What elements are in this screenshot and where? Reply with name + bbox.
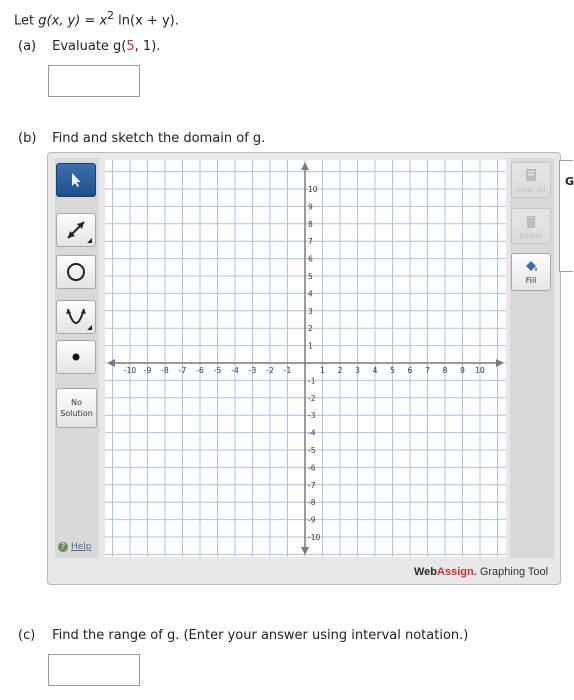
function-expression: g(x, y) = x — [38, 13, 108, 29]
parabola-tool-button[interactable] — [56, 300, 96, 334]
part-c-text: Find the range of g. (Enter your answer using interval notation.) — [52, 628, 469, 643]
y-tick-label: 1 — [308, 341, 313, 351]
y-tick-label: -9 — [308, 515, 316, 525]
parabola-tool-icon — [63, 304, 89, 330]
x-tick-label: -7 — [178, 366, 187, 375]
y-tick-label: 9 — [308, 202, 313, 212]
line-tool-icon — [63, 217, 89, 243]
y-tick-label: 2 — [308, 324, 313, 334]
line-tool-button[interactable] — [56, 213, 96, 247]
part-a-prompt — [18, 39, 160, 54]
y-tick-label: -4 — [308, 428, 316, 438]
part-a-x-value: 5 — [126, 39, 135, 54]
submenu-indicator — [87, 238, 92, 243]
fill-label: Fill — [525, 276, 537, 285]
part-a-answer-input[interactable] — [48, 65, 140, 97]
y-axis-arrow-up — [301, 162, 309, 170]
x-tick-label: 9 — [460, 366, 465, 375]
part-a-label: (a) — [18, 39, 37, 54]
help-icon: ? — [58, 542, 68, 552]
no-solution-button[interactable] — [56, 388, 97, 428]
y-tick-label: 6 — [308, 254, 313, 264]
graph-area[interactable] — [105, 160, 506, 557]
x-tick-label: -9 — [143, 366, 152, 375]
x-tick-label: -8 — [161, 366, 169, 375]
x-tick-label: -1 — [283, 366, 292, 375]
submenu-indicator — [87, 325, 92, 330]
paint-bucket-icon — [523, 260, 539, 274]
y-tick-label: -1 — [308, 376, 316, 386]
x-tick-label: 6 — [407, 366, 413, 375]
part-c-label: (c) — [18, 628, 36, 643]
webassign-brand — [414, 566, 548, 578]
y-tick-label: -7 — [308, 480, 316, 490]
circle-tool-icon — [65, 261, 87, 283]
help-label: Help — [71, 542, 92, 552]
delete-label: Delete — [519, 232, 543, 240]
y-tick-label: -6 — [308, 463, 316, 473]
trash-icon — [524, 213, 538, 229]
no-solution-line2: Solution — [60, 409, 93, 418]
y-tick-label: 7 — [308, 237, 313, 247]
x-tick-label: 7 — [425, 366, 430, 375]
part-a-text-before: Evaluate g( — [52, 39, 127, 54]
pointer-tool-icon — [69, 172, 83, 188]
part-c-prompt — [18, 628, 468, 643]
intro-prefix: Let — [14, 13, 39, 29]
x-tick-label: -4 — [231, 366, 239, 375]
x-tick-label: -5 — [213, 366, 222, 375]
x-axis-arrow-left — [107, 359, 115, 367]
y-tick-label: 8 — [308, 219, 313, 229]
fill-button[interactable] — [511, 253, 551, 291]
y-tick-label: -8 — [308, 498, 316, 508]
x-axis-arrow-right — [496, 359, 504, 367]
x-tick-label: -2 — [266, 366, 274, 375]
brand-suffix: Graphing Tool — [476, 566, 549, 578]
clear-all-icon — [524, 167, 538, 183]
part-b-text: Find and sketch the domain of g. — [52, 131, 266, 146]
x-tick-label: -3 — [248, 366, 257, 375]
x-tick-label: 1 — [320, 366, 325, 375]
x-tick-label: 3 — [355, 366, 360, 375]
brand-assign: Assign. — [437, 566, 477, 578]
no-solution-line1: No — [71, 398, 82, 407]
pointer-tool-button[interactable] — [56, 163, 96, 197]
y-tick-label: 5 — [308, 272, 313, 281]
y-tick-label: -10 — [308, 533, 321, 542]
help-link[interactable] — [58, 542, 92, 552]
clear-all-label: Clear All — [516, 186, 546, 194]
function-rest: ln(x + y). — [114, 13, 179, 29]
x-tick-label: 4 — [372, 366, 378, 375]
part-b-label: (b) — [18, 131, 37, 146]
y-tick-label: -5 — [308, 446, 316, 455]
y-tick-label: 10 — [308, 185, 318, 194]
coordinate-grid[interactable] — [105, 160, 506, 557]
x-tick-label: 8 — [442, 366, 448, 375]
y-tick-label: -3 — [308, 411, 316, 421]
x-tick-label: -6 — [196, 366, 204, 375]
point-tool-button[interactable] — [56, 340, 96, 374]
x-tick-label: 2 — [337, 366, 343, 375]
circle-tool-button[interactable] — [56, 255, 96, 289]
exponent: 2 — [107, 9, 115, 22]
brand-web: Web — [414, 566, 438, 578]
x-tick-label: -10 — [123, 366, 137, 375]
y-tick-label: 4 — [308, 289, 313, 299]
part-c-answer-input[interactable] — [48, 654, 140, 686]
problem-statement — [14, 9, 179, 28]
side-panel-tab[interactable]: G — [559, 160, 573, 272]
part-b-prompt — [18, 131, 265, 146]
clear-all-button[interactable] — [511, 162, 551, 198]
x-tick-label: 5 — [390, 366, 395, 375]
y-tick-label: 3 — [308, 306, 313, 316]
point-tool-icon — [71, 352, 81, 362]
x-tick-label: 10 — [475, 366, 485, 375]
delete-button[interactable] — [511, 208, 551, 244]
y-axis-arrow-down — [301, 547, 309, 555]
y-tick-label: -2 — [308, 393, 316, 403]
part-a-text-after: , 1). — [134, 39, 161, 54]
